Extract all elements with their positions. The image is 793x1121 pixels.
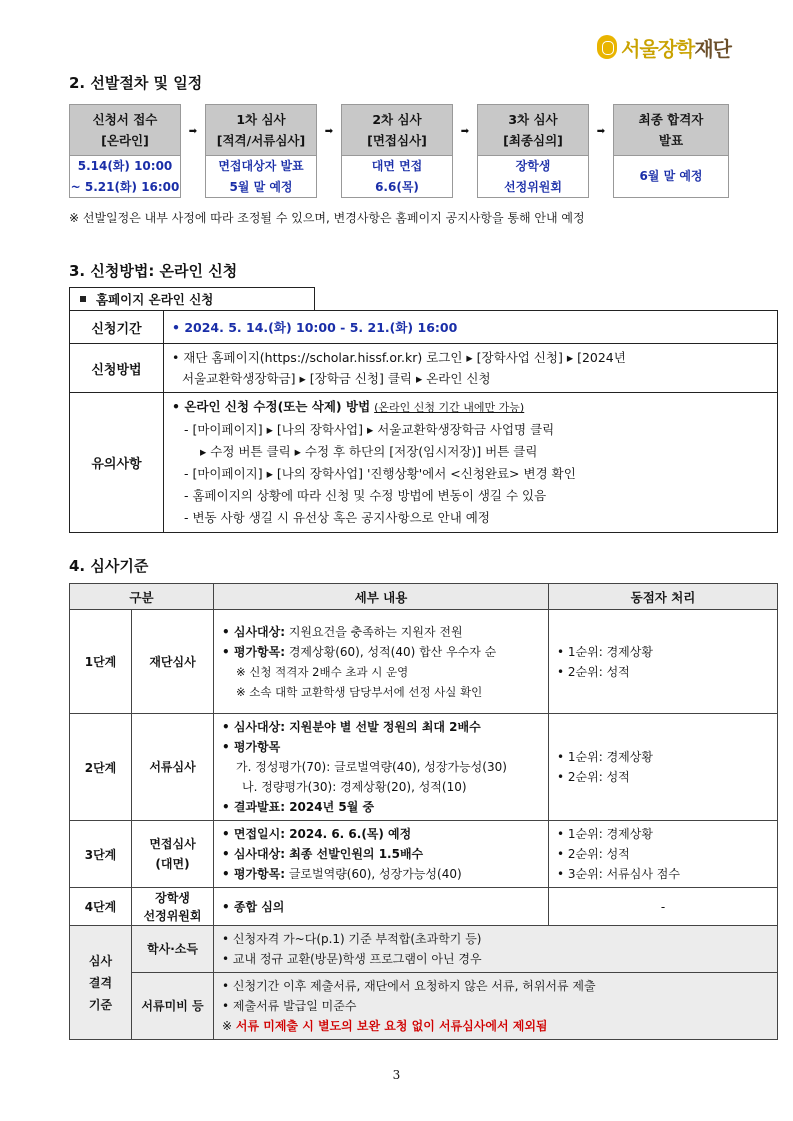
period-value: • 2024. 5. 14.(화) 10:00 - 5. 21.(화) 16:00: [164, 311, 778, 344]
fail-label-line: 심사: [88, 953, 113, 968]
header-category: 구분: [70, 584, 214, 610]
fail-detail: [214, 973, 778, 1040]
table-row: [70, 973, 778, 1040]
schedule-note: ※ 선발일정은 내부 사정에 따라 조정될 수 있으며, 변경사항은 홈페이지 공지사항을 통해 안내 예정: [69, 211, 585, 225]
stage-label: 2단계: [70, 714, 132, 821]
fail-label-line: 기준: [88, 997, 113, 1012]
stage-name-line: 면접심사: [149, 837, 196, 851]
arrow-right-icon: ➡: [596, 126, 606, 137]
tie-line: • 2순위: 성적: [557, 847, 630, 861]
fail-line: • 제출서류 발급일 미준수: [222, 999, 357, 1013]
notes-line: - [마이페이지] ▸ [나의 장학사업] ▸ 서울교환학생장학금 사업명 클릭: [184, 422, 555, 437]
tie-rule: [549, 714, 778, 821]
tie-rule: [549, 821, 778, 888]
square-bullet-icon: [80, 296, 86, 302]
step-3: [341, 104, 453, 198]
page-number: 3: [392, 1068, 401, 1082]
step-date: 대면 면접: [371, 158, 423, 173]
tie-rule: [549, 610, 778, 714]
step-title: 3차 심사: [508, 112, 558, 127]
period-label: 신청기간: [70, 311, 164, 344]
stage-detail: [214, 714, 549, 821]
header-tie: 동점자 처리: [549, 584, 778, 610]
step-subtitle: 발표: [658, 133, 684, 148]
detail-value: 글로벌역량(60), 성장가능성(40): [285, 867, 462, 881]
note-mark: ※: [222, 1019, 236, 1033]
step-date: 6월 말 예정: [639, 169, 703, 183]
method-label: 신청방법: [70, 344, 164, 393]
tie-line: • 1순위: 경제상황: [557, 644, 653, 659]
stage-name: [132, 888, 214, 926]
section3-title: 3. 신청방법: 온라인 신청: [69, 262, 238, 280]
stage-name-line: (대면): [155, 857, 190, 871]
tie-line: • 2순위: 성적: [557, 770, 630, 784]
logo-text: 서울장학: [621, 36, 695, 61]
section2-title: 2. 선발절차 및 일정: [69, 74, 203, 92]
notes-value: [164, 393, 778, 533]
stage-detail: • 종합 심의: [214, 888, 549, 926]
table-row: [70, 926, 778, 973]
detail-line: • 결과발표: 2024년 5월 중: [222, 800, 375, 814]
stage-name-line: 선정위원회: [143, 908, 202, 923]
step-date: 5.14(화) 10:00: [77, 158, 173, 173]
step-date: 면접대상자 발표: [218, 158, 304, 173]
step-title: 신청서 접수: [92, 112, 158, 127]
detail-line: 나. 정량평가(30): 경제상황(20), 성적(10): [242, 780, 467, 794]
detail-line: • 심사대상: 지원분야 별 선발 정원의 최대 2배수: [222, 720, 481, 734]
process-flow: [69, 104, 729, 198]
fail-label-line: 결격: [88, 975, 113, 990]
detail-line: • 평가항목: [222, 740, 281, 754]
step-subtitle: [온라인]: [101, 133, 149, 148]
table-row: [70, 610, 778, 714]
stage-name: 재단심사: [132, 610, 214, 714]
step-date-end: 6.6(목): [375, 179, 419, 194]
step-1: [69, 104, 181, 198]
detail-line: • 면접일시: 2024. 6. 6.(목) 예정: [222, 827, 412, 841]
detail-key: • 평가항목:: [222, 644, 286, 659]
stage-name: [132, 821, 214, 888]
fail-label: [70, 926, 132, 1040]
stage-detail: [214, 821, 549, 888]
fail-line: • 신청기간 이후 제출서류, 재단에서 요청하지 않은 서류, 허위서류 제출: [222, 979, 596, 993]
fail-category: 학사·소득: [132, 926, 214, 973]
tab-label: 홈페이지 온라인 신청: [96, 292, 214, 307]
step-date-end: 5월 말 예정: [229, 179, 293, 194]
notes-line: - 변동 사항 생길 시 유선상 혹은 공지사항으로 안내 예정: [184, 510, 490, 525]
arrow-right-icon: ➡: [188, 126, 198, 137]
fail-category: 서류미비 등: [132, 973, 214, 1040]
step-title: 2차 심사: [372, 112, 422, 127]
method-line: • 재단 홈페이지(https://scholar.hissf.or.kr) 로그인 ▸ [장학사업 신청] ▸ [2024년: [172, 350, 626, 365]
step-title: 1차 심사: [236, 112, 286, 127]
detail-key: • 심사대상:: [222, 624, 286, 639]
step-date-end: ~ 5.21(화) 16:00: [70, 179, 180, 194]
section3-tab: [69, 287, 315, 310]
fail-detail: [214, 926, 778, 973]
header-detail: 세부 내용: [214, 584, 549, 610]
step-subtitle: [적격/서류심사]: [216, 133, 306, 148]
stage-name-line: 장학생: [155, 890, 190, 905]
notes-line: - 홈페이지의 상황에 따라 신청 및 수정 방법에 변동이 생길 수 있음: [184, 488, 547, 503]
logo-text-b: 재단: [694, 36, 731, 61]
step-title: 최종 합격자: [638, 112, 704, 127]
stage-detail: [214, 610, 549, 714]
detail-line: • 심사대상: 최종 선발인원의 1.5배수: [222, 847, 424, 861]
step-5: [613, 104, 729, 198]
method-value: [164, 344, 778, 393]
tie-line: • 3순위: 서류심사 점수: [557, 867, 680, 881]
detail-note: ※ 신청 적격자 2배수 초과 시 운영: [236, 664, 409, 679]
stage-name: 서류심사: [132, 714, 214, 821]
step-subtitle: [최종심의]: [503, 133, 563, 148]
step-2: [205, 104, 317, 198]
table-row: [70, 888, 778, 926]
tie-line: • 1순위: 경제상황: [557, 750, 653, 764]
section4-title: 4. 심사기준: [69, 557, 149, 575]
notes-line: - [마이페이지] ▸ [나의 장학사업] '진행상황'에서 <신청완료> 변경 확인: [184, 466, 576, 481]
arrow-right-icon: ➡: [460, 126, 470, 137]
tie-rule: -: [549, 888, 778, 926]
fail-line: • 교내 정규 교환(방문)학생 프로그램이 아닌 경우: [222, 952, 482, 966]
table-row: [70, 714, 778, 821]
detail-value: 경제상황(60), 성적(40) 합산 우수자 순: [285, 644, 497, 659]
stage-label: 4단계: [70, 888, 132, 926]
notes-label: 유의사항: [70, 393, 164, 533]
detail-note: ※ 소속 대학 교환학생 담당부서에 선정 사실 확인: [236, 684, 483, 699]
step-date: 장학생: [515, 158, 551, 173]
notes-line: ▸ 수정 버튼 클릭 ▸ 수정 후 하단의 [저장(임시저장)] 버튼 클릭: [200, 444, 538, 459]
stage-label: 3단계: [70, 821, 132, 888]
seal-icon: [597, 35, 617, 59]
logo: [597, 30, 731, 64]
detail-value: 지원요건을 충족하는 지원자 전원: [285, 624, 463, 639]
stage-label: 1단계: [70, 610, 132, 714]
fail-line: • 신청자격 가~다(p.1) 기준 부적합(초과학기 등): [222, 932, 482, 946]
criteria-table: [69, 583, 778, 1040]
table-row: [70, 821, 778, 888]
tie-line: • 1순위: 경제상황: [557, 827, 653, 841]
arrow-right-icon: ➡: [324, 126, 334, 137]
fail-warning: 서류 미제출 시 별도의 보완 요청 없이 서류심사에서 제외됨: [235, 1019, 548, 1033]
step-subtitle: [면접심사]: [367, 133, 427, 148]
tie-line: • 2순위: 성적: [557, 664, 630, 679]
step-4: [477, 104, 589, 198]
notes-heading: • 온라인 신청 수정(또는 삭제) 방법: [172, 399, 371, 414]
detail-line: 가. 정성평가(70): 글로벌역량(40), 성장가능성(30): [236, 760, 507, 774]
method-line: 서울교환학생장학금] ▸ [장학금 신청] 클릭 ▸ 온라인 신청: [182, 371, 491, 386]
notes-heading-sub: (온라인 신청 기간 내에만 가능): [374, 401, 525, 414]
application-table: [69, 310, 778, 533]
step-date-end: 선정위원회: [504, 179, 562, 194]
detail-key: • 평가항목:: [222, 867, 286, 881]
